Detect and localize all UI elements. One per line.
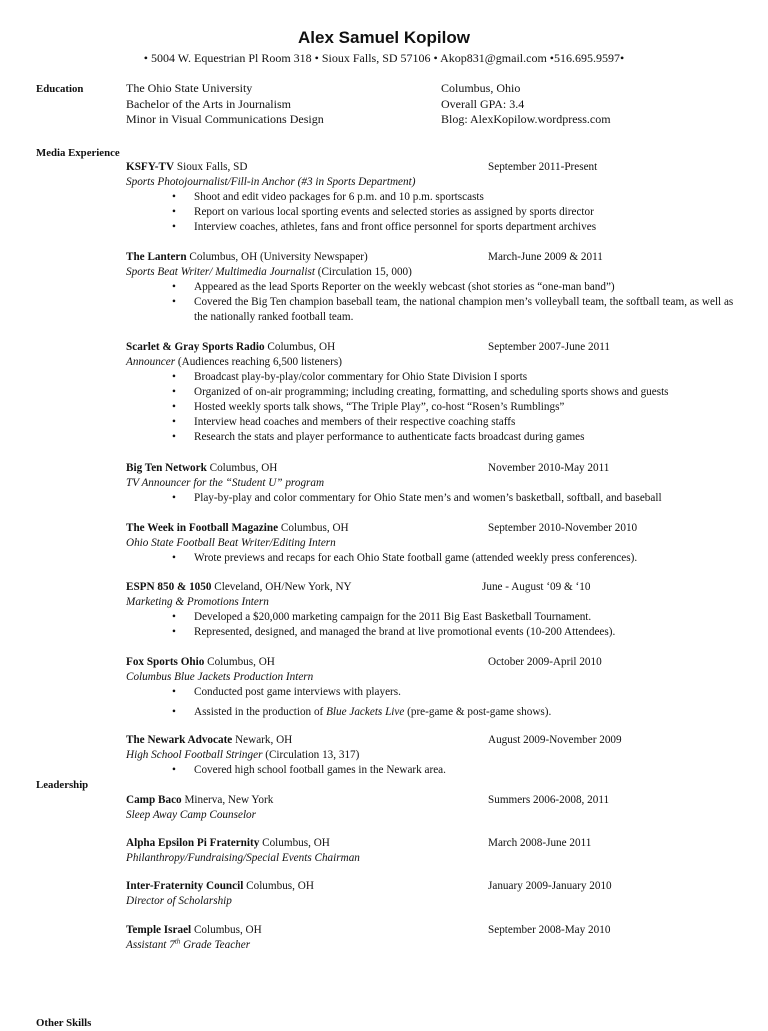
education-row [126,112,736,128]
entry-date: November 2010-May 2011 [488,462,610,474]
entry-org: Temple Israel [126,924,192,936]
education-row [126,81,736,97]
entry-org: Big Ten Network [126,462,207,474]
experience-entry [126,340,736,445]
entry-role: Director of Scholarship [126,895,232,907]
entry-org: Camp Baco [126,794,182,806]
leadership-entry [126,879,736,909]
entry-location: Minerva, New York [181,794,274,806]
bullet-item: • Interview head coaches and members of their respective coaching staffs [172,416,516,428]
entry-location: Sioux Falls, SD [174,161,248,173]
entry-role: Sports Beat Writer/ Multimedia Journalist (Circulation 15, 000) [126,266,412,278]
entry-role: Announcer (Audiences reaching 6,500 listeners) [126,356,342,368]
bullet-item: • Play-by-play and color commentary for Ohio State men’s and women’s basketball, softball, and baseball [172,492,662,504]
entry-role: Ohio State Football Beat Writer/Editing Intern [126,537,336,549]
bullet-item: • Covered high school football games in the Newark area. [172,764,446,776]
leadership-entry [126,793,736,823]
entry-location: Columbus, OH [278,522,349,534]
entry-role: Sleep Away Camp Counselor [126,809,256,821]
entry-role: TV Announcer for the “Student U” program [126,477,325,489]
entry-location: Columbus, OH [204,656,275,668]
entry-role: Assistant 7th Grade Teacher [126,937,251,951]
entry-date: March-June 2009 & 2011 [488,251,603,263]
section-heading-leadership: Leadership [36,779,89,791]
bullet-item: • Developed a $20,000 marketing campaign for the 2011 Big East Basketball Tournament. [172,611,592,623]
entry-role: Sports Photojournalist/Fill-in Anchor (#3 in Sports Department) [126,176,416,188]
bullet-item: • Conducted post game interviews with players. [172,686,401,698]
bullet-item: • Hosted weekly sports talk shows, “The Triple Play”, co-host “Rosen’s Rumblings” [172,401,565,413]
education-gpa: Overall GPA: 3.4 [441,96,525,111]
education-degree: Bachelor of the Arts in Journalism [126,96,291,111]
entry-date: September 2010-November 2010 [488,522,638,534]
experience-entry [126,580,736,640]
contact-line: • 5004 W. Equestrian Pl Room 318 • Sioux Falls, SD 57106 • Akop831@gmail.com •516.695.9597• [143,51,625,65]
entry-org: Alpha Epsilon Pi Fraternity [126,837,260,849]
experience-entry [126,250,736,325]
entry-role: Philanthropy/Fundraising/Special Events Chairman [126,852,360,864]
section-heading-media: Media Experience [36,147,120,159]
experience-entry [126,655,736,720]
experience-entry [126,521,736,566]
entry-location: Cleveland, OH/New York, NY [211,581,352,593]
entry-location: Columbus, OH [191,924,262,936]
entry-org: Fox Sports Ohio [126,656,205,668]
entry-date: September 2007-June 2011 [488,341,611,353]
entry-role: High School Football Stringer (Circulation 13, 317) [126,749,360,761]
education-row [126,97,736,113]
entry-location: Columbus, OH [243,880,314,892]
entry-org: KSFY-TV [126,161,175,173]
entry-date: Summers 2006-2008, 2011 [488,794,610,806]
entry-location: Columbus, OH [206,462,278,474]
education-location: Columbus, Ohio [441,81,521,95]
entry-org: The Week in Football Magazine [126,522,279,534]
education-minor: Minor in Visual Communications Design [126,112,324,126]
bullet-item: • Represented, designed, and managed the brand at live promotional events (10-200 Attendees). [172,626,616,638]
resume-name: Alex Samuel Kopilow [298,28,470,47]
experience-entry [126,733,736,778]
bullet-item: • Interview coaches, athletes, fans and front office personnel for sports department archives [172,221,597,233]
entry-date: June - August ‘09 & ‘10 [482,581,591,593]
leadership-entry [126,923,736,953]
entry-org: ESPN 850 & 1050 [126,581,212,593]
entry-location: Newark, OH [232,734,293,746]
entry-location: Columbus, OH [264,341,336,353]
entry-location: Columbus, OH [259,837,330,849]
education-block [126,81,736,128]
entry-date: October 2009-April 2010 [488,656,602,668]
entry-date: September 2011-Present [488,161,598,173]
bullet-item: • Broadcast play-by-play/color commentary for Ohio State Division I sports [172,371,528,383]
entry-date: March 2008-June 2011 [488,837,592,849]
bullet-item: • Appeared as the lead Sports Reporter on the weekly webcast (shot stories as “one-man band”) [172,281,615,293]
entry-date: January 2009-January 2010 [488,880,612,892]
bullet-item: • Organized of on-air programming; including creating, formatting, and scheduling sports shows and guests [172,386,669,398]
education-school: The Ohio State University [126,81,253,95]
section-heading-other-skills: Other Skills [36,1017,92,1029]
entry-role: Marketing & Promotions Intern [126,596,269,608]
bullet-item: • Covered the Big Ten champion baseball team, the national champion men’s volleyball team, the softball team, as well as the nationally ranked football team. [172,296,734,323]
entry-location: Columbus, OH (University Newspaper) [186,251,368,263]
entry-date: August 2009-November 2009 [488,734,622,746]
entry-role: Columbus Blue Jackets Production Intern [126,671,314,683]
entry-org: The Lantern [126,251,187,263]
bullet-item: • Assisted in the production of Blue Jackets Live (pre-game & post-game shows). [172,706,552,718]
entry-org: Scarlet & Gray Sports Radio [126,341,265,353]
entry-org: Inter-Fraternity Council [126,880,244,892]
education-blog: Blog: AlexKopilow.wordpress.com [441,112,611,126]
leadership-entry [126,836,736,866]
entry-org: The Newark Advocate [126,734,233,746]
experience-entry [126,461,736,506]
bullet-item: • Report on various local sporting events and selected stories as assigned by sports director [172,206,594,218]
entry-date: September 2008-May 2010 [488,924,611,936]
experience-entry [126,160,736,235]
bullet-item: • Research the stats and player performance to authenticate facts broadcast during games [172,431,585,443]
section-heading-education: Education [36,83,84,95]
bullet-item: • Wrote previews and recaps for each Ohio State football game (attended weekly press conferences). [172,552,638,564]
bullet-item: • Shoot and edit video packages for 6 p.m. and 10 p.m. sportscasts [172,191,484,203]
